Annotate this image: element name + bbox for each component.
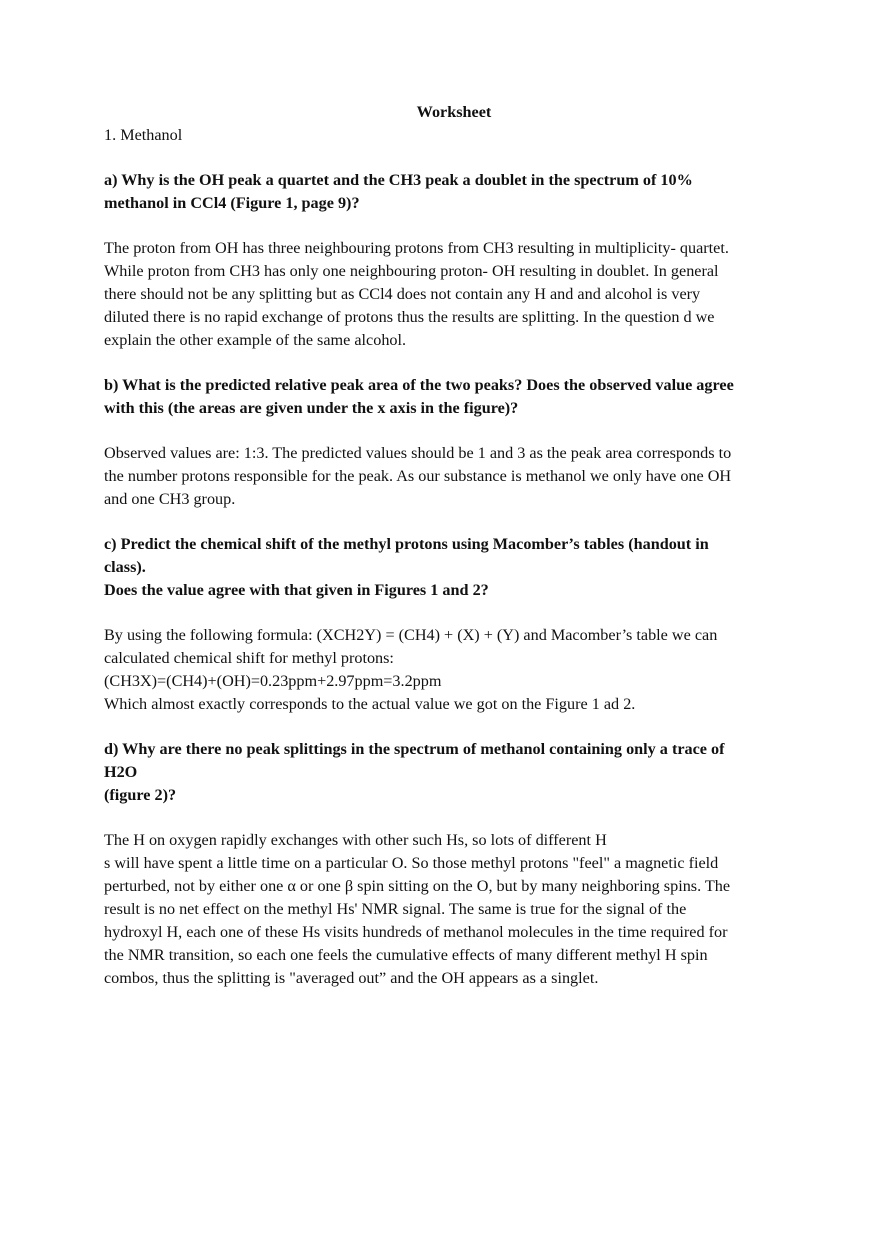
answer-line: (CH3X)=(CH4)+(OH)=0.23ppm+2.97ppm=3.2ppm xyxy=(104,672,442,690)
page-title: Worksheet xyxy=(416,103,492,121)
section-heading: 1. Methanol xyxy=(104,126,183,144)
answer-b xyxy=(104,442,784,511)
question-line: class). xyxy=(104,558,146,576)
answer-line: the number protons responsible for the peak. As our substance is methanol we only have one OH xyxy=(104,467,732,485)
answer-line: there should not be any splitting but as CCl4 does not contain any H and and alcohol is very xyxy=(104,285,701,303)
answer-line: s will have spent a little time on a particular O. So those methyl protons "feel" a magnetic field xyxy=(104,854,719,872)
question-line: b) What is the predicted relative peak area of the two peaks? Does the observed value agree xyxy=(104,376,734,394)
question-block-c xyxy=(104,533,784,716)
question-block-d xyxy=(104,738,784,990)
worksheet-page xyxy=(104,101,784,990)
question-line: H2O xyxy=(104,763,138,781)
answer-line: While proton from CH3 has only one neighbouring proton- OH resulting in doublet. In general xyxy=(104,262,719,280)
answer-line: and one CH3 group. xyxy=(104,490,236,508)
answer-line: Which almost exactly corresponds to the actual value we got on the Figure 1 ad 2. xyxy=(104,695,636,713)
question-line: a) Why is the OH peak a quartet and the CH3 peak a doublet in the spectrum of 10% xyxy=(104,171,693,189)
answer-line: combos, thus the splitting is "averaged out” and the OH appears as a singlet. xyxy=(104,969,599,987)
answer-line: perturbed, not by either one α or one β spin sitting on the O, but by many neighboring spins. The xyxy=(104,877,731,895)
answer-line: hydroxyl H, each one of these Hs visits hundreds of methanol molecules in the time required for xyxy=(104,923,728,941)
answer-line: calculated chemical shift for methyl protons: xyxy=(104,649,394,667)
question-line: d) Why are there no peak splittings in the spectrum of methanol containing only a trace of xyxy=(104,740,725,758)
question-b xyxy=(104,374,784,420)
answer-line: result is no net effect on the methyl Hs' NMR signal. The same is true for the signal of the xyxy=(104,900,687,918)
answer-line: The H on oxygen rapidly exchanges with other such Hs, so lots of different H xyxy=(104,831,607,849)
question-block-a xyxy=(104,169,784,352)
question-a xyxy=(104,169,784,215)
answer-c xyxy=(104,624,784,716)
answer-line: diluted there is no rapid exchange of protons thus the results are splitting. In the question d we xyxy=(104,308,715,326)
answer-d xyxy=(104,829,784,990)
answer-line: explain the other example of the same alcohol. xyxy=(104,331,407,349)
answer-line: the NMR transition, so each one feels the cumulative effects of many different methyl H spin xyxy=(104,946,708,964)
question-line: Does the value agree with that given in Figures 1 and 2? xyxy=(104,581,489,599)
question-block-b xyxy=(104,374,784,511)
question-c xyxy=(104,533,784,602)
answer-a xyxy=(104,237,784,352)
answer-line: Observed values are: 1:3. The predicted values should be 1 and 3 as the peak area corresponds to xyxy=(104,444,732,462)
question-line: methanol in CCl4 (Figure 1, page 9)? xyxy=(104,194,360,212)
answer-line: The proton from OH has three neighbouring protons from CH3 resulting in multiplicity- quartet. xyxy=(104,239,729,257)
question-line: (figure 2)? xyxy=(104,786,177,804)
question-d xyxy=(104,738,784,807)
question-line: with this (the areas are given under the x axis in the figure)? xyxy=(104,399,519,417)
answer-line: By using the following formula: (XCH2Y) = (CH4) + (X) + (Y) and Macomber’s table we can xyxy=(104,626,718,644)
question-line: c) Predict the chemical shift of the methyl protons using Macomber’s tables (handout in xyxy=(104,535,709,553)
